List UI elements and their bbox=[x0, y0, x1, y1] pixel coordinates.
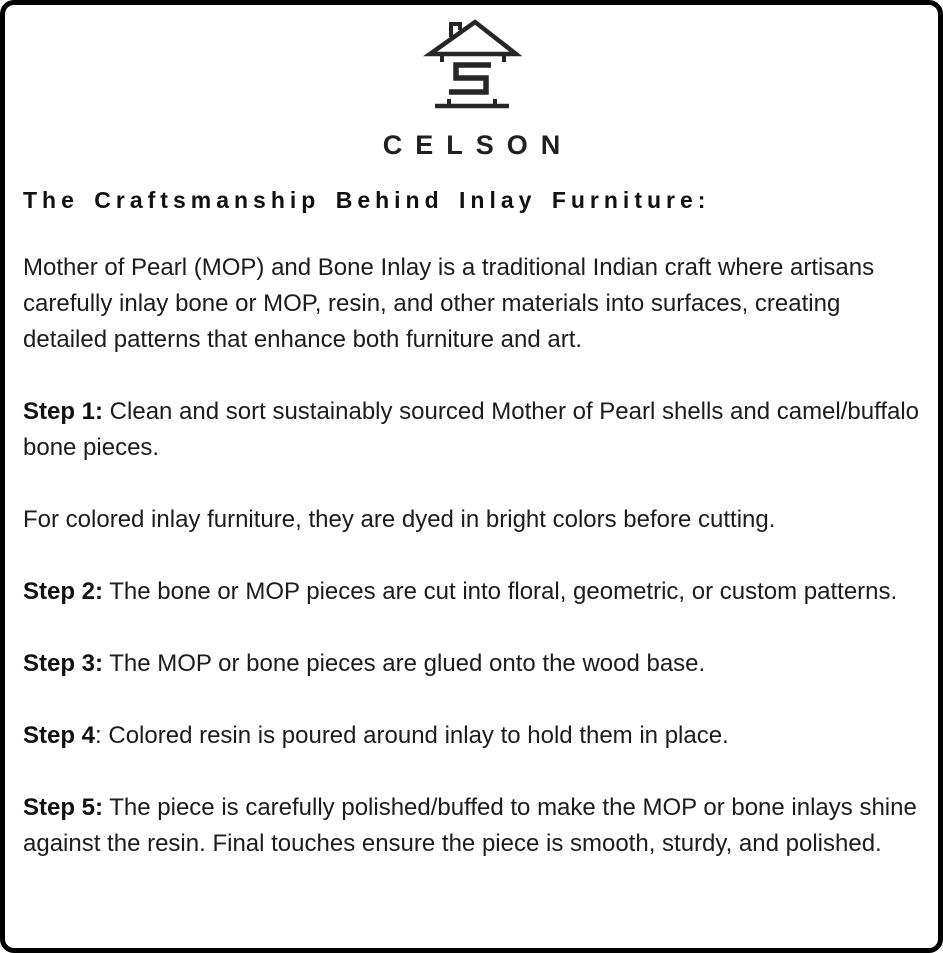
step-4-label: Step 4 bbox=[23, 722, 96, 749]
step-5-label: Step 5: bbox=[23, 794, 104, 821]
step-4-text: : Colored resin is poured around inlay to hold them in place. bbox=[95, 722, 729, 749]
document-content bbox=[5, 5, 938, 862]
paragraph-colored-note bbox=[23, 502, 920, 538]
paragraph-step-1 bbox=[23, 394, 920, 466]
paragraph-intro bbox=[23, 250, 920, 358]
page-title: The Craftsmanship Behind Inlay Furniture: bbox=[23, 187, 711, 213]
paragraph-step-2 bbox=[23, 574, 920, 610]
step-3-label: Step 3: bbox=[23, 650, 104, 677]
brand-logo bbox=[19, 13, 924, 124]
paragraph-step-3 bbox=[23, 646, 920, 682]
step-2-label: Step 2: bbox=[23, 578, 104, 605]
paragraph-step-5 bbox=[23, 790, 920, 862]
house-s-monogram-icon bbox=[422, 13, 522, 119]
brand-name: CELSON bbox=[382, 130, 574, 160]
step-3-text: The MOP or bone pieces are glued onto the wood base. bbox=[103, 650, 706, 677]
step-1-label: Step 1: bbox=[23, 398, 104, 425]
colored-note-text: For colored inlay furniture, they are dyed in bright colors before cutting. bbox=[23, 506, 776, 533]
paragraph-intro-text: Mother of Pearl (MOP) and Bone Inlay is a traditional Indian craft where artisans carefully inlay bone or MOP, resin, and other materials into surfaces, creating detailed patterns that enhance both furniture and art. bbox=[23, 254, 875, 353]
step-1-text: Clean and sort sustainably sourced Mother of Pearl shells and camel/buffalo bone pieces. bbox=[23, 398, 920, 461]
step-2-text: The bone or MOP pieces are cut into floral, geometric, or custom patterns. bbox=[103, 578, 898, 605]
paragraph-step-4 bbox=[23, 718, 920, 754]
step-5-text: The piece is carefully polished/buffed to make the MOP or bone inlays shine against the resin. Final touches ensure the piece is smooth, sturdy, and polished. bbox=[23, 794, 917, 857]
